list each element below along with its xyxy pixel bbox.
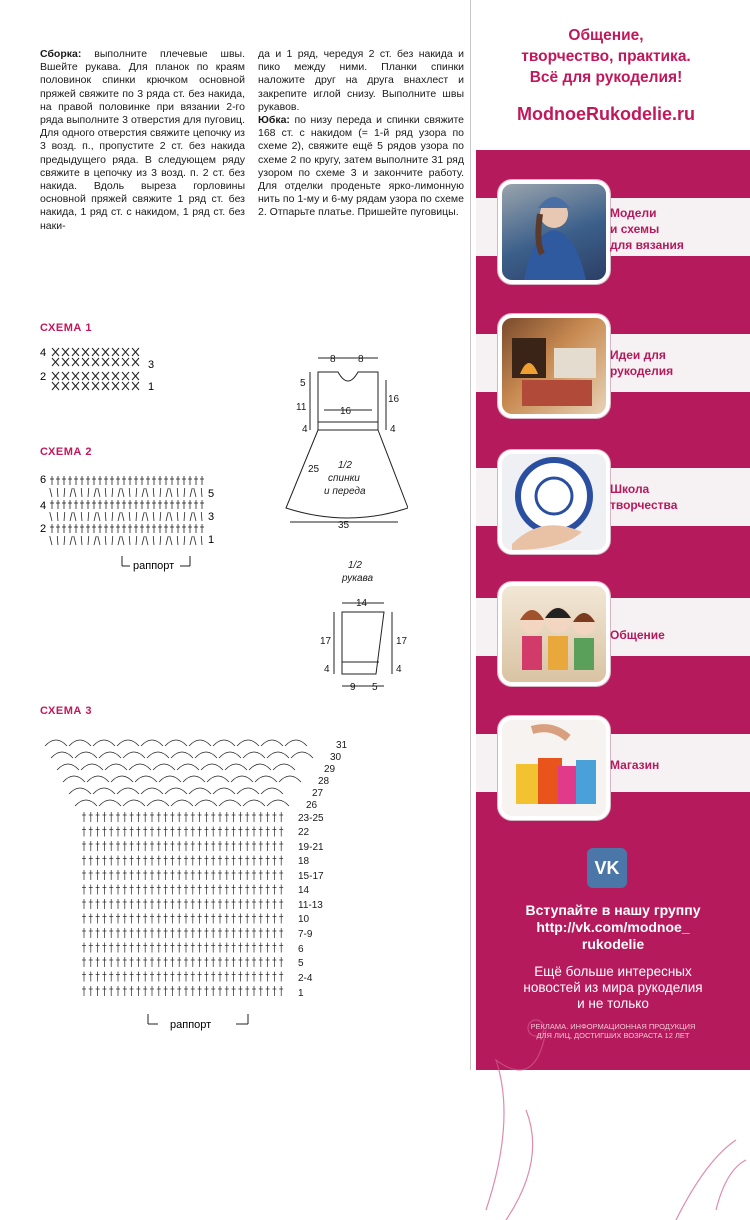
stitch-mark	[195, 800, 217, 806]
dim-label: 5	[372, 682, 378, 693]
stitch-mark	[171, 800, 193, 806]
stitch-mark	[171, 752, 193, 758]
dim-label: 25	[308, 464, 320, 475]
stitch-mark	[129, 488, 130, 497]
ad-item-label[interactable]	[610, 481, 677, 513]
stitch-mark	[213, 740, 235, 746]
stitch-mark	[279, 776, 301, 782]
stitch-mark	[74, 512, 76, 521]
painted-plate-icon	[502, 454, 606, 550]
stitch-mark	[112, 488, 113, 497]
stitch-mark	[170, 536, 172, 545]
stitch-mark	[170, 488, 172, 497]
join-group-text[interactable]	[486, 902, 740, 953]
stitch-mark	[142, 512, 144, 521]
stitch-mark	[81, 488, 82, 497]
slogan-line: Общение,	[568, 27, 644, 44]
scheme-3-diagram	[36, 724, 366, 1044]
join-line: Вступайте в нашу группу	[525, 902, 701, 918]
stitch-mark	[243, 752, 265, 758]
stitch-mark	[94, 488, 96, 497]
ad-item-label[interactable]	[610, 627, 665, 643]
knitting-models-photo	[498, 180, 610, 284]
skirt-heading: Юбка:	[258, 114, 290, 127]
stitch-mark	[166, 512, 168, 521]
join-line: http://vk.com/modnoe_	[536, 919, 690, 935]
stitch-mark	[75, 752, 97, 758]
stitch-mark	[165, 788, 187, 794]
stitch-mark	[190, 488, 192, 497]
ad-item-label[interactable]	[610, 205, 684, 253]
stitch-mark	[98, 512, 100, 521]
s2-row-label: 4	[40, 500, 47, 512]
stitch-mark	[142, 488, 144, 497]
stitch-mark	[160, 488, 161, 497]
stitch-mark	[123, 800, 145, 806]
stitch-mark	[63, 776, 85, 782]
dim-label: 14	[356, 598, 368, 609]
s3-row-label: 23-25	[298, 813, 324, 824]
stitch-mark	[94, 536, 96, 545]
stitch-mark	[159, 776, 181, 782]
page-divider	[470, 0, 471, 1070]
ad-item-label[interactable]	[610, 757, 659, 773]
stitch-mark	[201, 512, 202, 521]
stitch-mark	[94, 512, 96, 521]
stitch-mark	[64, 488, 65, 497]
s2-rapport-label: раппорт	[133, 560, 175, 572]
s1-row-label: 2	[40, 371, 47, 383]
stitch-mark	[166, 536, 168, 545]
stitch-mark	[129, 536, 130, 545]
stitch-mark	[70, 512, 72, 521]
stitch-mark	[69, 788, 91, 794]
stitch-mark	[88, 488, 89, 497]
stitch-mark	[201, 488, 202, 497]
assembly-text: выполните плечевые швы. Вшейте рукава. Для планок по краям половинок спинки крючком основной пряжей свяжите по 3 ряда ст. без накида, на правой половинке при вязании 2-го ряда выполните 3 отверстия для пуговиц. Для одного отверстия свяжите цепочку из 3 возд. п., пропустите 2 ст. без накида предыдущего ряда. В следующем ряду свяжите в цепочку из 3 возд. п. 2 ст. без накида. Вдоль выреза горловины основной пряжей свяжите 1 ряд ст. без накида, 1 ряд ст. с накидом, 1 ряд ст. без наки-	[40, 48, 245, 232]
pattern-caption: 1/2	[338, 460, 352, 471]
stitch-mark	[219, 800, 241, 806]
more-line: новостей из мира рукоделия	[523, 980, 703, 995]
item-line: и схемы	[610, 222, 660, 236]
stitch-mark	[118, 512, 120, 521]
stitch-mark	[122, 536, 124, 545]
stitch-mark	[57, 536, 58, 545]
stitch-mark	[160, 512, 161, 521]
article-column-2	[258, 48, 464, 220]
stitch-mark	[219, 752, 241, 758]
stitch-mark	[153, 764, 175, 770]
stitch-mark	[117, 788, 139, 794]
stitch-mark	[136, 512, 137, 521]
s1-stitch-symbols	[52, 348, 139, 390]
stitch-mark	[45, 740, 67, 746]
stitch-mark	[57, 764, 79, 770]
stitch-mark	[153, 488, 154, 497]
stitch-mark	[129, 512, 130, 521]
s3-row-label: 29	[324, 764, 336, 775]
stitch-mark	[146, 512, 148, 521]
stitch-mark	[122, 512, 124, 521]
stitch-mark	[177, 488, 178, 497]
item-line: рукоделия	[610, 364, 674, 378]
site-link[interactable]: ModnoeRukodelie.ru	[516, 104, 695, 124]
stitch-mark	[194, 512, 196, 521]
s1-row-label: 1	[148, 381, 155, 392]
dim-label: 4	[390, 424, 396, 435]
stitch-mark	[201, 764, 223, 770]
dim-label: 9	[350, 682, 356, 693]
cozy-interior-icon	[502, 318, 606, 414]
assembly-text-continued: да и 1 ряд, чередуя 2 ст. без накида и пико между ними. Планки спинки наложите друг на друга внахлест и закрепите иглой снизу. Выполните швы рукавов.	[258, 48, 464, 113]
s3-row-label: 11-13	[298, 900, 323, 911]
s3-row-label: 28	[318, 776, 330, 787]
stitch-mark	[105, 536, 106, 545]
sleeve-outline	[342, 612, 384, 674]
sleeve-pattern-diagram	[308, 558, 408, 698]
s3-row-label: 27	[312, 788, 324, 799]
stitch-mark	[122, 488, 124, 497]
stitch-mark	[237, 740, 259, 746]
slogan-line: творчество, практика.	[521, 48, 691, 65]
stitch-mark	[111, 776, 133, 782]
dim-label: 16	[388, 394, 400, 405]
item-line: для вязания	[610, 238, 684, 252]
stitch-mark	[231, 776, 253, 782]
s3-row-label: 18	[298, 856, 310, 867]
scheme-3-title: СХЕМА 3	[40, 705, 92, 717]
s3-row-label: 22	[298, 827, 310, 838]
stitch-mark	[118, 488, 120, 497]
stitch-mark	[141, 788, 163, 794]
more-line: и не только	[577, 996, 649, 1011]
item-line: Магазин	[610, 758, 660, 772]
stitch-mark	[98, 488, 100, 497]
s3-row-label: 15-17	[298, 871, 324, 882]
stitch-mark	[57, 512, 58, 521]
s3-row-label: 10	[298, 914, 310, 925]
pattern-caption: рукава	[342, 573, 374, 584]
s2-row-label: 6	[40, 474, 47, 486]
stitch-mark	[183, 776, 205, 782]
s3-row-label: 1	[298, 988, 304, 999]
stitch-mark	[285, 740, 307, 746]
craft-ideas-photo	[498, 314, 610, 418]
stitch-mark	[194, 536, 196, 545]
s2-stitch-symbols	[50, 476, 204, 545]
s2-row-label: 2	[40, 523, 47, 535]
ad-banner[interactable]	[476, 0, 750, 1070]
stitch-mark	[88, 536, 89, 545]
stitch-mark	[207, 776, 229, 782]
ad-header	[476, 0, 750, 150]
stitch-mark	[153, 512, 154, 521]
stitch-mark	[70, 536, 72, 545]
stitch-mark	[184, 512, 185, 521]
stitch-mark	[51, 752, 73, 758]
stitch-mark	[99, 800, 121, 806]
shop-photo	[498, 716, 610, 820]
s3-row-label: 14	[298, 885, 310, 896]
stitch-mark	[165, 740, 187, 746]
stitch-mark	[142, 536, 144, 545]
s2-row-label: 5	[208, 488, 215, 500]
stitch-mark	[129, 764, 151, 770]
stitch-mark	[243, 800, 265, 806]
stitch-mark	[273, 764, 295, 770]
stitch-mark	[147, 800, 169, 806]
s3-row-label: 5	[298, 958, 304, 969]
stitch-mark	[112, 536, 113, 545]
stitch-mark	[64, 512, 65, 521]
stitch-mark	[75, 800, 97, 806]
stitch-mark	[170, 512, 172, 521]
stitch-mark	[195, 752, 217, 758]
stitch-mark	[112, 512, 113, 521]
item-line: Общение	[610, 628, 665, 642]
stitch-mark	[105, 764, 127, 770]
dim-label: 16	[340, 406, 352, 417]
dim-label: 11	[296, 402, 307, 413]
stitch-mark	[184, 488, 185, 497]
dim-label: 17	[320, 636, 332, 647]
slogan-line: Всё для рукоделия!	[529, 69, 683, 86]
dim-label: 4	[302, 424, 308, 435]
stitch-mark	[194, 488, 196, 497]
stitch-mark	[105, 488, 106, 497]
stitch-mark	[50, 536, 52, 545]
ad-item-label[interactable]	[610, 347, 673, 379]
item-line: Модели	[610, 206, 657, 220]
stitch-mark	[81, 512, 82, 521]
s3-row-label: 30	[330, 752, 342, 763]
bodice-outline	[318, 372, 378, 430]
dim-label: 35	[338, 520, 350, 531]
community-photo	[498, 582, 610, 686]
s3-rapport-label: раппорт	[170, 1019, 212, 1031]
stitch-mark	[190, 512, 192, 521]
pattern-caption: 1/2	[348, 560, 362, 571]
stitch-mark	[177, 536, 178, 545]
s3-row-label: 2-4	[298, 973, 313, 984]
s3-row-label: 6	[298, 944, 304, 955]
pattern-caption: спинки	[328, 473, 360, 484]
stitch-mark	[146, 536, 148, 545]
stitch-mark	[201, 536, 202, 545]
stitch-mark	[81, 764, 103, 770]
stitch-mark	[64, 536, 65, 545]
stitch-mark	[249, 764, 271, 770]
stitch-mark	[70, 488, 72, 497]
dim-label: 4	[396, 664, 402, 675]
stitch-mark	[213, 788, 235, 794]
dim-label: 4	[324, 664, 330, 675]
stitch-mark	[153, 536, 154, 545]
dim-label: 5	[300, 378, 306, 389]
stitch-mark	[237, 788, 259, 794]
s1-row-label: 4	[40, 347, 47, 359]
stitch-mark	[50, 488, 52, 497]
dolls-icon	[502, 586, 606, 682]
stitch-mark	[190, 536, 192, 545]
stitch-mark	[141, 740, 163, 746]
s3-row-label: 19-21	[298, 842, 324, 853]
stitch-mark	[135, 776, 157, 782]
stitch-mark	[189, 740, 211, 746]
stitch-mark	[81, 536, 82, 545]
stitch-mark	[99, 752, 121, 758]
stitch-mark	[136, 536, 137, 545]
scheme-2-diagram	[38, 470, 228, 575]
stitch-mark	[267, 800, 289, 806]
stitch-mark	[261, 788, 283, 794]
stitch-mark	[50, 512, 52, 521]
s1-row-label: 3	[148, 359, 155, 371]
craft-school-photo	[498, 450, 610, 554]
s3-row-labels	[298, 740, 348, 999]
stitch-mark	[105, 512, 106, 521]
join-line: rukodelie	[581, 936, 645, 952]
stitch-mark	[57, 488, 58, 497]
disclaimer-line: РЕКЛАМА. ИНФОРМАЦИОННАЯ ПРОДУКЦИЯ	[530, 1022, 696, 1031]
scheme-1-title: СХЕМА 1	[40, 322, 92, 334]
s3-row-label: 7-9	[298, 929, 313, 940]
stitch-mark	[261, 740, 283, 746]
stitch-mark	[184, 536, 185, 545]
stitch-mark	[160, 536, 161, 545]
pattern-caption: и переда	[324, 486, 366, 497]
skirt-text: по низу переда и спинки свяжите 168 ст. с накидом (= 1-й ряд узора по схеме 2), свяжите ещё 5 рядов узора по схеме 2 по кругу, затем выполните 31 ряд узором по схеме 3 и закончите работу. Для отделки проденьте ярко-лимонную нить по 1-му и 6-му рядам узора по схеме 2. Отпарьте платье. Пришейте пуговицы.	[258, 114, 464, 219]
stitch-mark	[291, 752, 313, 758]
stitch-mark	[118, 536, 120, 545]
s2-row-label: 1	[208, 534, 215, 546]
shopping-bags-icon	[502, 720, 606, 816]
stitch-mark	[166, 488, 168, 497]
article-column-1	[40, 48, 245, 233]
stitch-mark	[267, 752, 289, 758]
stitch-mark	[189, 788, 211, 794]
stitch-mark	[147, 752, 169, 758]
stitch-mark	[225, 764, 247, 770]
vk-logo-icon[interactable]: VK	[587, 848, 627, 888]
stitch-mark	[255, 776, 277, 782]
body-pattern-diagram	[278, 350, 408, 535]
stitch-mark	[117, 740, 139, 746]
stitch-mark	[88, 512, 89, 521]
woman-in-knit-hat-icon	[502, 184, 606, 280]
disclaimer-line: ДЛЯ ЛИЦ, ДОСТИГШИХ ВОЗРАСТА 12 ЛЕТ	[536, 1031, 690, 1040]
more-line: Ещё больше интересных	[534, 964, 692, 979]
item-line: творчества	[610, 498, 678, 512]
assembly-heading: Сборка:	[40, 48, 82, 60]
item-line: Школа	[610, 482, 650, 496]
scheme-1-diagram	[38, 342, 168, 392]
s3-row-label: 26	[306, 800, 318, 811]
dim-label: 8	[358, 354, 364, 365]
stitch-mark	[69, 740, 91, 746]
more-news-text	[486, 964, 740, 1012]
stitch-mark	[123, 752, 145, 758]
stitch-mark	[74, 536, 76, 545]
stitch-mark	[146, 488, 148, 497]
stitch-mark	[136, 488, 137, 497]
stitch-mark	[177, 512, 178, 521]
stitch-mark	[93, 788, 115, 794]
s2-row-label: 3	[208, 511, 215, 523]
dim-label: 8	[330, 354, 336, 365]
stitch-mark	[93, 740, 115, 746]
scheme-2-title: СХЕМА 2	[40, 446, 92, 458]
item-line: Идеи для	[610, 348, 666, 362]
stitch-mark	[74, 488, 76, 497]
s3-stitch-symbols	[45, 740, 313, 996]
stitch-mark	[98, 536, 100, 545]
stitch-mark	[87, 776, 109, 782]
dim-label: 17	[396, 636, 408, 647]
s3-row-label: 31	[336, 740, 348, 751]
age-disclaimer	[506, 1022, 720, 1040]
ad-slogan	[476, 25, 736, 88]
stitch-mark	[177, 764, 199, 770]
